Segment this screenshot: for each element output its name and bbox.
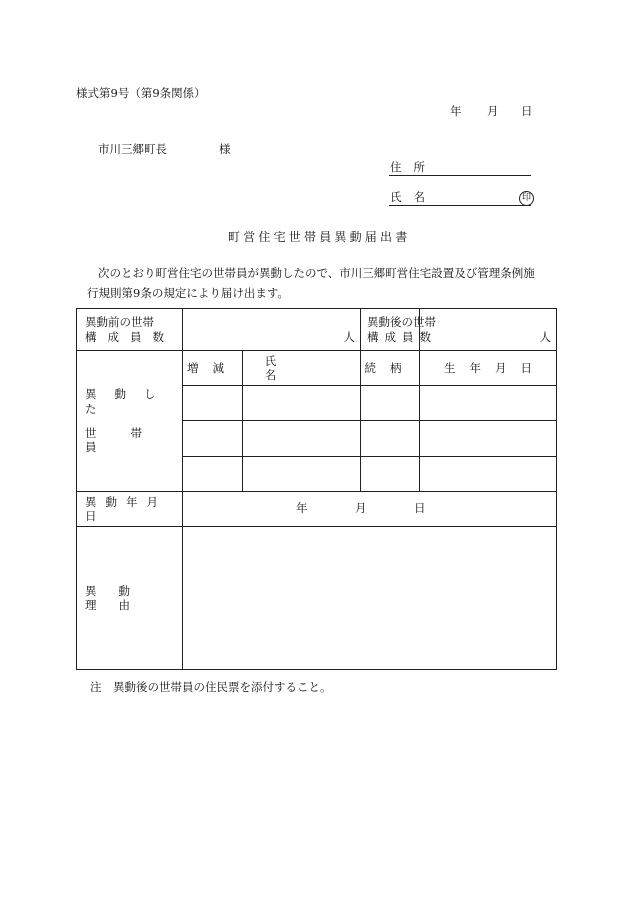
move-date-label-text: 異動年月日 (85, 494, 167, 523)
member-2-birthdate[interactable] (420, 421, 557, 457)
after-count-label-line2: 構成員数 (367, 329, 437, 344)
before-count-label (77, 309, 183, 351)
addressee-name: 市川三郷町長 (98, 142, 167, 156)
before-count-unit: 人 (343, 329, 355, 344)
form-table (76, 308, 557, 670)
page-title: 町営住宅世帯員異動届出書 (228, 230, 411, 244)
date-month: 月 (487, 104, 499, 118)
col-header-name-text: 氏名 (264, 353, 339, 382)
member-1-name[interactable] (243, 386, 361, 421)
member-2-change[interactable] (183, 421, 243, 457)
col-header-change (183, 351, 243, 386)
col-header-name (243, 351, 361, 386)
move-date-year: 年 (296, 501, 308, 515)
member-3-change[interactable] (183, 457, 243, 492)
intro-line-1: 次のとおり町営住宅の世帯員が異動したので、市川三郷町営住宅設置及び管理条例施 (98, 266, 535, 280)
date-day: 日 (521, 104, 533, 118)
col-header-change-text: 増減 (187, 360, 238, 375)
col-header-relation (361, 351, 420, 386)
member-1-change[interactable] (183, 386, 243, 421)
move-date-label (77, 492, 183, 527)
seal-mark: 印 (519, 191, 534, 206)
before-count-label-line1: 異動前の世帯 (85, 315, 154, 330)
member-1-birthdate[interactable] (420, 386, 557, 421)
member-2-relation[interactable] (361, 421, 420, 457)
moved-members-label-line2: 世帯員 (85, 426, 176, 455)
after-count-label (361, 309, 437, 351)
member-3-name[interactable] (243, 457, 361, 492)
after-count-unit: 人 (539, 329, 551, 344)
before-count-field[interactable] (183, 309, 361, 351)
member-3-relation[interactable] (361, 457, 420, 492)
intro-line-2: 行規則第9条の規定により届け出ます。 (87, 286, 289, 300)
address-label: 住所 (390, 160, 437, 174)
addressee-honorific: 様 (219, 142, 231, 156)
moved-members-label-line1: 異動した (85, 387, 174, 416)
member-3-birthdate[interactable] (420, 457, 557, 492)
member-1-relation[interactable] (361, 386, 420, 421)
col-header-birth-month: 月 (495, 360, 507, 375)
reason-label-text: 異動理由 (85, 583, 152, 612)
move-date-field[interactable] (183, 492, 557, 527)
move-date-month: 月 (355, 501, 367, 515)
form-number: 様式第9号（第9条関係） (76, 86, 206, 100)
moved-members-label (77, 351, 183, 492)
reason-label (77, 527, 183, 670)
col-header-relation-text: 続柄 (364, 360, 416, 375)
member-2-name[interactable] (243, 421, 361, 457)
reason-field[interactable] (183, 527, 557, 670)
after-count-field[interactable] (420, 309, 557, 351)
move-date-day: 日 (414, 501, 426, 515)
name-label: 氏名 (390, 190, 437, 204)
footnote: 注 異動後の世帯員の住民票を添付すること。 (90, 680, 332, 694)
before-count-label-line2: 構成員数 (85, 329, 175, 344)
col-header-birthdate (420, 351, 557, 386)
name-underline (389, 205, 531, 206)
col-header-birth-year: 生年 (444, 360, 495, 375)
address-underline (389, 175, 531, 176)
col-header-birth-day: 日 (520, 360, 532, 375)
after-count-label-line1: 異動後の世帯 (367, 315, 436, 330)
date-year: 年 (450, 104, 462, 118)
